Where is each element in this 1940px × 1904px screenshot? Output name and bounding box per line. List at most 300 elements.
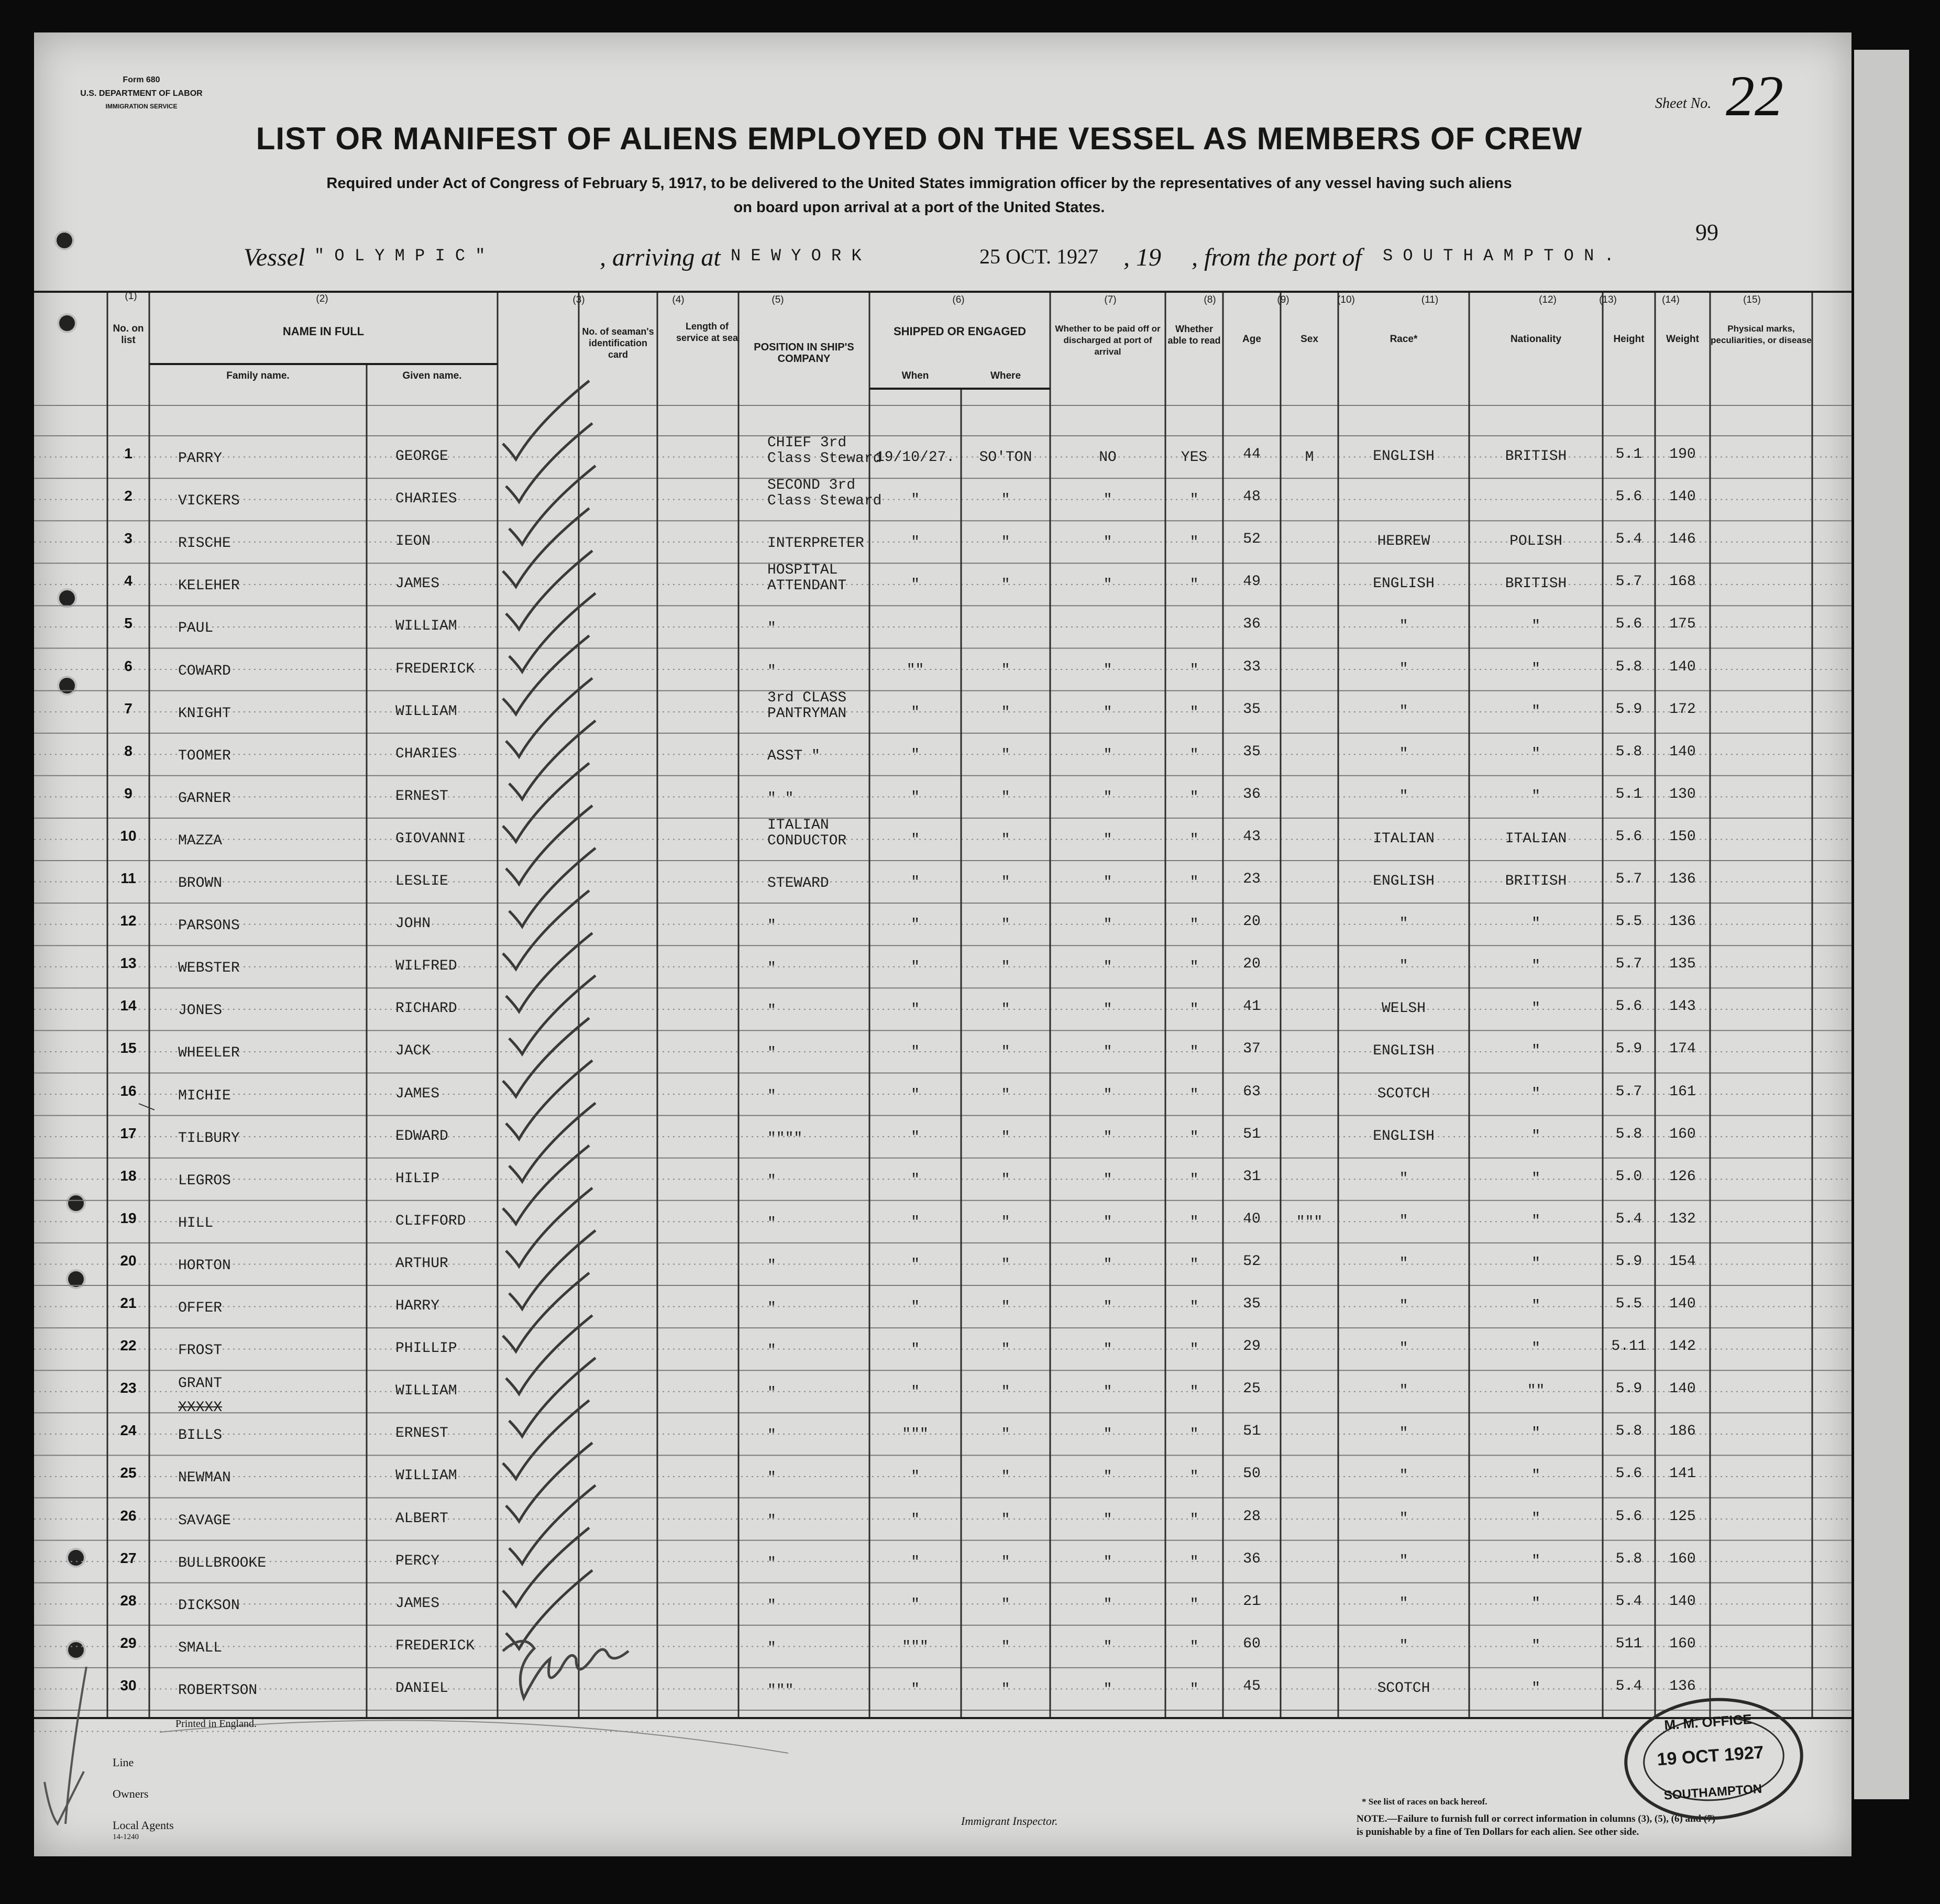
cell-when: " bbox=[911, 789, 920, 806]
cell-weight: 135 bbox=[1669, 956, 1696, 973]
cell-when: " bbox=[911, 959, 920, 976]
cell-height: 511 bbox=[1615, 1635, 1643, 1652]
cell-height: 5.4 bbox=[1615, 531, 1643, 548]
cell-height: 5.7 bbox=[1615, 1083, 1643, 1100]
cell-read: " bbox=[1189, 1426, 1199, 1443]
col-num-12: (12) bbox=[1539, 294, 1557, 305]
cell-no: 8 bbox=[124, 742, 133, 759]
col-num-13: (13) bbox=[1599, 294, 1617, 305]
cell-read: " bbox=[1189, 1171, 1199, 1188]
cell-where: " bbox=[1001, 1001, 1010, 1018]
hdr-seaman-card: No. of seaman's identification card bbox=[582, 326, 654, 360]
cell-race: " bbox=[1399, 1213, 1408, 1229]
cell-age: 52 bbox=[1243, 531, 1261, 548]
cell-nat: " bbox=[1531, 618, 1540, 635]
cell-age: 21 bbox=[1243, 1593, 1261, 1610]
cell-given: IEON bbox=[395, 533, 431, 550]
cell-where: " bbox=[1001, 746, 1010, 763]
cell-where: " bbox=[1001, 1171, 1010, 1188]
cell-pos2: " bbox=[767, 1385, 776, 1402]
cell-age: 43 bbox=[1243, 828, 1261, 845]
cell-pos2: " bbox=[767, 1555, 776, 1571]
cell-pos1: 3rd CLASS bbox=[767, 689, 847, 706]
cell-paid: " bbox=[1103, 831, 1112, 848]
cell-given: WILLIAM bbox=[395, 703, 457, 720]
cell-pos2: Class Steward bbox=[767, 450, 882, 467]
cell-family: BROWN bbox=[178, 875, 223, 892]
cell-where: " bbox=[1001, 577, 1010, 593]
cell-height: 5.6 bbox=[1615, 616, 1643, 633]
cell-race: " bbox=[1399, 1383, 1408, 1400]
cell-paid: " bbox=[1103, 577, 1112, 593]
cell-family: BULLBROOKE bbox=[178, 1555, 267, 1571]
fine-note-1: NOTE.—Failure to furnish full or correct information in columns (3), (5), (6) and (7) bbox=[1357, 1813, 1716, 1824]
cell-pos2: " bbox=[767, 960, 776, 977]
cell-race: " bbox=[1399, 916, 1408, 932]
cell-where: " bbox=[1001, 1426, 1010, 1443]
cell-no: 12 bbox=[120, 912, 137, 929]
cell-nat: BRITISH bbox=[1505, 576, 1567, 592]
cell-nat: " bbox=[1531, 1170, 1540, 1187]
cell-paid: " bbox=[1103, 1299, 1112, 1315]
cell-family: COWARD bbox=[178, 663, 231, 679]
cell-no: 18 bbox=[120, 1167, 137, 1184]
cell-pos2: " bbox=[767, 1172, 776, 1189]
cell-where: " bbox=[1001, 874, 1010, 890]
cell-nat: ITALIAN bbox=[1505, 830, 1567, 847]
col-num-3: (3) bbox=[572, 294, 585, 305]
cell-pos2: " " bbox=[767, 790, 794, 807]
hdr-paid-off: Whether to be paid off or discharged at port of arrival bbox=[1055, 324, 1161, 357]
cell-read: " bbox=[1189, 1384, 1199, 1401]
cell-weight: 125 bbox=[1669, 1508, 1696, 1525]
cell-height: 5.9 bbox=[1615, 1041, 1643, 1058]
cell-nat: BRITISH bbox=[1505, 448, 1567, 465]
cell-paid: " bbox=[1103, 662, 1112, 678]
cell-no: 7 bbox=[124, 700, 133, 717]
cell-weight: 140 bbox=[1669, 743, 1696, 760]
cell-given: WILLIAM bbox=[395, 1383, 457, 1400]
service: IMMIGRATION SERVICE bbox=[105, 103, 178, 110]
cell-nat: " bbox=[1531, 661, 1540, 677]
cell-no: 20 bbox=[120, 1252, 137, 1269]
hdr-no-on-list: No. on list bbox=[113, 323, 144, 346]
hdr-weight: Weight bbox=[1666, 334, 1699, 345]
col-num-9: (9) bbox=[1277, 294, 1289, 305]
cell-pos2: PANTRYMAN bbox=[767, 705, 847, 722]
cell-pos2: ASST " bbox=[767, 747, 820, 764]
col-num-1: (1) bbox=[125, 291, 137, 302]
cell-age: 35 bbox=[1243, 743, 1261, 760]
cell-given: WILLIAM bbox=[395, 1468, 457, 1484]
cell-height: 5.8 bbox=[1615, 1423, 1643, 1440]
cell-family: MICHIE bbox=[178, 1087, 231, 1104]
cell-pos2: " bbox=[767, 663, 776, 679]
cell-family: KNIGHT bbox=[178, 705, 231, 722]
cell-pos2: " bbox=[767, 1087, 776, 1104]
cell-read: " bbox=[1189, 1554, 1199, 1570]
cell-read: " bbox=[1189, 1299, 1199, 1315]
col-num-11: (11) bbox=[1421, 294, 1439, 305]
hdr-position: POSITION IN SHIP'S COMPANY bbox=[754, 342, 854, 365]
cell-nat: BRITISH bbox=[1505, 873, 1567, 889]
cell-paid: " bbox=[1103, 917, 1112, 933]
page-number: 99 bbox=[1695, 219, 1718, 245]
cell-family: JONES bbox=[178, 1003, 223, 1019]
cell-height: 5.9 bbox=[1615, 701, 1643, 718]
cell-age: 49 bbox=[1243, 574, 1261, 590]
col-num-2: (2) bbox=[316, 293, 328, 304]
cell-weight: 142 bbox=[1669, 1338, 1696, 1355]
cell-paid: " bbox=[1103, 1596, 1112, 1613]
cell-given: CLIFFORD bbox=[395, 1213, 466, 1229]
cell-age: 50 bbox=[1243, 1466, 1261, 1482]
cell-when: " bbox=[911, 1384, 920, 1401]
cell-pos2: " bbox=[767, 1427, 776, 1444]
cell-race: " bbox=[1399, 1595, 1408, 1612]
cell-when: " bbox=[911, 1044, 920, 1061]
cell-where: " bbox=[1001, 1214, 1010, 1230]
cell-age: 36 bbox=[1243, 786, 1261, 802]
cell-no: 27 bbox=[120, 1549, 137, 1566]
cell-nat: " bbox=[1531, 1637, 1540, 1654]
cell-weight: 140 bbox=[1669, 1296, 1696, 1312]
cell-where: " bbox=[1001, 1511, 1010, 1528]
cell-when: " bbox=[911, 917, 920, 933]
cell-nat: " bbox=[1531, 1128, 1540, 1144]
cell-pos2: " bbox=[767, 1003, 776, 1019]
cell-age: 48 bbox=[1243, 489, 1261, 505]
cell-no: 1 bbox=[124, 445, 133, 461]
cell-given: JAMES bbox=[395, 1595, 440, 1612]
cell-weight: 143 bbox=[1669, 998, 1696, 1015]
cell-read: " bbox=[1189, 1638, 1199, 1655]
cell-when: " bbox=[911, 1001, 920, 1018]
cell-where: " bbox=[1001, 534, 1010, 551]
cell-where: " bbox=[1001, 1341, 1010, 1358]
cell-when: " bbox=[911, 492, 920, 509]
cell-read: " bbox=[1189, 1001, 1199, 1018]
immigrant-inspector-label: Immigrant Inspector. bbox=[961, 1814, 1058, 1828]
cell-paid: NO bbox=[1099, 449, 1117, 466]
cell-where: " bbox=[1001, 1554, 1010, 1570]
cell-where: " bbox=[1001, 704, 1010, 721]
cell-weight: 174 bbox=[1669, 1041, 1696, 1058]
cell-race: " bbox=[1399, 1510, 1408, 1527]
cell-age: 35 bbox=[1243, 701, 1261, 718]
cell-height: 5.4 bbox=[1615, 1210, 1643, 1227]
hdr-race: Race* bbox=[1390, 334, 1418, 345]
hdr-family-name: Family name. bbox=[226, 370, 290, 381]
cell-race: " bbox=[1399, 788, 1408, 805]
cell-pos1: ITALIAN bbox=[767, 817, 829, 833]
cell-family: HILL bbox=[178, 1215, 214, 1231]
cell-nat: " bbox=[1531, 788, 1540, 805]
cell-pos1: CHIEF 3rd bbox=[767, 435, 847, 451]
col-num-5: (5) bbox=[771, 294, 784, 305]
cell-nat: " bbox=[1531, 1680, 1540, 1697]
col-num-15: (15) bbox=[1743, 294, 1761, 305]
sheet-label: Sheet No. bbox=[1655, 95, 1712, 112]
cell-given: LESLIE bbox=[395, 873, 448, 889]
col-num-14: (14) bbox=[1662, 294, 1680, 305]
owners-label: Owners bbox=[113, 1787, 149, 1800]
cell-no: 10 bbox=[120, 827, 137, 844]
cell-paid: " bbox=[1103, 1171, 1112, 1188]
cell-paid: " bbox=[1103, 1554, 1112, 1570]
cell-weight: 140 bbox=[1669, 1381, 1696, 1397]
race-note: * See list of races on back hereof. bbox=[1362, 1797, 1487, 1807]
vessel-label: Vessel bbox=[244, 244, 305, 271]
cell-age: 45 bbox=[1243, 1678, 1261, 1694]
cell-pos2: " bbox=[767, 1342, 776, 1359]
cell-paid: " bbox=[1103, 1086, 1112, 1103]
cell-paid: " bbox=[1103, 874, 1112, 890]
cell-family: RISCHE bbox=[178, 535, 231, 552]
cell-age: 44 bbox=[1243, 446, 1261, 463]
cell-weight: 132 bbox=[1669, 1210, 1696, 1227]
cell-read: " bbox=[1189, 1596, 1199, 1613]
cell-height: 5.7 bbox=[1615, 871, 1643, 887]
cell-where: " bbox=[1001, 662, 1010, 678]
cell-when: " bbox=[911, 1469, 920, 1485]
cell-pos1: HOSPITAL bbox=[767, 562, 838, 579]
cell-pos2: CONDUCTOR bbox=[767, 832, 847, 849]
local-agents-label: Local Agents bbox=[113, 1819, 174, 1832]
cell-when: " bbox=[911, 1299, 920, 1315]
cell-age: 33 bbox=[1243, 658, 1261, 675]
cell-height: 5.1 bbox=[1615, 786, 1643, 802]
cell-height: 5.8 bbox=[1615, 1126, 1643, 1142]
cell-race: HEBREW bbox=[1377, 533, 1430, 550]
cell-given: ERNEST bbox=[395, 788, 448, 805]
cell-pos2: " bbox=[767, 620, 776, 637]
cell-family: GRANT bbox=[178, 1375, 223, 1392]
cell-height: 5.4 bbox=[1615, 1593, 1643, 1610]
cell-no: 22 bbox=[120, 1337, 137, 1354]
cell-when: " bbox=[911, 746, 920, 763]
cell-given: JAMES bbox=[395, 576, 440, 592]
cell-paid: " bbox=[1103, 1469, 1112, 1485]
cell-read: " bbox=[1189, 1681, 1199, 1698]
cell-weight: 154 bbox=[1669, 1253, 1696, 1270]
cell-no: 11 bbox=[120, 870, 136, 886]
cell-no: 15 bbox=[120, 1040, 137, 1056]
cell-pos2: """" bbox=[767, 1130, 803, 1147]
line-label: Line bbox=[113, 1756, 134, 1769]
cell-nat: " bbox=[1531, 1255, 1540, 1272]
cell-pos2: ATTENDANT bbox=[767, 578, 847, 595]
cell-when: " bbox=[911, 1256, 920, 1273]
cell-when: """ bbox=[902, 1426, 929, 1443]
fine-note-2: is punishable by a fine of Ten Dollars for each alien. See other side. bbox=[1357, 1826, 1639, 1837]
cell-pos2: " bbox=[767, 1045, 776, 1062]
cell-sex: M bbox=[1305, 449, 1314, 466]
hdr-given-name: Given name. bbox=[402, 370, 462, 381]
hdr-name-in-full: NAME IN FULL bbox=[282, 325, 365, 338]
cell-weight: 161 bbox=[1669, 1083, 1696, 1100]
cell-family: SAVAGE bbox=[178, 1512, 231, 1529]
cell-where: " bbox=[1001, 1044, 1010, 1061]
cell-where: " bbox=[1001, 959, 1010, 976]
adjacent-page-edge bbox=[1854, 50, 1909, 1799]
cell-where: " bbox=[1001, 492, 1010, 509]
cell-pos2: " bbox=[767, 1597, 776, 1614]
cell-when: "" bbox=[906, 662, 924, 678]
cell-height: 5.11 bbox=[1611, 1338, 1647, 1355]
cell-read: " bbox=[1189, 704, 1199, 721]
cell-paid: " bbox=[1103, 1341, 1112, 1358]
cell-race: " bbox=[1399, 1255, 1408, 1272]
cell-family: PAUL bbox=[178, 620, 214, 637]
col-num-6: (6) bbox=[952, 294, 965, 305]
cell-height: 5.1 bbox=[1615, 446, 1643, 463]
cell-race: ENGLISH bbox=[1373, 576, 1435, 592]
cell-when: " bbox=[911, 874, 920, 890]
cell-paid: " bbox=[1103, 1426, 1112, 1443]
cell-height: 5.8 bbox=[1615, 658, 1643, 675]
cell-nat: " bbox=[1531, 1510, 1540, 1527]
cell-nat: " bbox=[1531, 1213, 1540, 1229]
cell-age: 23 bbox=[1243, 871, 1261, 887]
col-num-4: (4) bbox=[672, 294, 685, 305]
cell-paid: " bbox=[1103, 959, 1112, 976]
cell-read: " bbox=[1189, 746, 1199, 763]
cell-read: " bbox=[1189, 831, 1199, 848]
cell-where: " bbox=[1001, 831, 1010, 848]
cell-weight: 160 bbox=[1669, 1126, 1696, 1142]
cell-height: 5.5 bbox=[1615, 914, 1643, 930]
cell-pos2: STEWARD bbox=[767, 875, 829, 892]
cell-given: PERCY bbox=[395, 1553, 440, 1569]
cell-no: 9 bbox=[124, 785, 133, 801]
stamp-date: 19 OCT 1927 bbox=[1656, 1742, 1765, 1770]
hdr-height: Height bbox=[1613, 334, 1645, 345]
cell-family: BILLS bbox=[178, 1427, 223, 1444]
cell-pos2: " bbox=[767, 1300, 776, 1316]
cell-nat: " bbox=[1531, 958, 1540, 975]
cell-when: " bbox=[911, 1596, 920, 1613]
cell-where: " bbox=[1001, 1086, 1010, 1103]
cell-height: 5.7 bbox=[1615, 574, 1643, 590]
cell-weight: 150 bbox=[1669, 828, 1696, 845]
vessel-name: " O L Y M P I C " bbox=[314, 246, 486, 266]
cell-weight: 172 bbox=[1669, 701, 1696, 718]
cell-given: HILIP bbox=[395, 1170, 440, 1187]
cell-read: " bbox=[1189, 534, 1199, 551]
cell-no: 29 bbox=[120, 1634, 137, 1651]
cell-where: " bbox=[1001, 1299, 1010, 1315]
cell-family: WHEELER bbox=[178, 1045, 240, 1062]
hdr-sex: Sex bbox=[1300, 334, 1318, 345]
cell-read: " bbox=[1189, 959, 1199, 976]
cell-pos2: """ bbox=[767, 1682, 794, 1699]
cell-no: 24 bbox=[120, 1422, 137, 1439]
cell-when: " bbox=[911, 831, 920, 848]
cell-no: 6 bbox=[124, 657, 133, 674]
cell-nat: " bbox=[1531, 1468, 1540, 1484]
cell-paid: " bbox=[1103, 1511, 1112, 1528]
cell-age: 41 bbox=[1243, 998, 1261, 1015]
cell-height: 5.9 bbox=[1615, 1381, 1643, 1397]
cell-race: " bbox=[1399, 1340, 1408, 1357]
cell-where: " bbox=[1001, 789, 1010, 806]
cell-read: " bbox=[1189, 1511, 1199, 1528]
cell-when: """ bbox=[902, 1638, 929, 1655]
cell-no: 21 bbox=[120, 1295, 137, 1311]
year-label: , 19 bbox=[1123, 244, 1161, 271]
cell-race: ITALIAN bbox=[1373, 830, 1435, 847]
cell-nat: " bbox=[1531, 1000, 1540, 1017]
cell-race: " bbox=[1399, 1425, 1408, 1442]
col-num-8: (8) bbox=[1204, 294, 1216, 305]
cell-nat: " bbox=[1531, 745, 1540, 762]
cell-age: 36 bbox=[1243, 1550, 1261, 1567]
cell-height: 5.4 bbox=[1615, 1678, 1643, 1694]
cell-family: ROBERTSON bbox=[178, 1682, 258, 1699]
cell-read: " bbox=[1189, 1044, 1199, 1061]
from-port-label: , from the port of bbox=[1192, 244, 1362, 271]
cell-height: 5.9 bbox=[1615, 1253, 1643, 1270]
cell-no: 26 bbox=[120, 1507, 137, 1524]
cell-no: 3 bbox=[124, 530, 133, 547]
cell-when: " bbox=[911, 1171, 920, 1188]
cell-age: 60 bbox=[1243, 1635, 1261, 1652]
cell-race: " bbox=[1399, 1468, 1408, 1484]
cell-family: VICKERS bbox=[178, 493, 240, 510]
form-title: LIST OR MANIFEST OF ALIENS EMPLOYED ON THE VESSEL AS MEMBERS OF CREW bbox=[256, 121, 1583, 156]
hdr-nationality: Nationality bbox=[1510, 334, 1562, 345]
manifest-grid bbox=[34, 32, 1851, 1856]
cell-when: " bbox=[911, 1554, 920, 1570]
cell-given: ALBERT bbox=[395, 1510, 448, 1527]
cell-nat: " bbox=[1531, 703, 1540, 720]
form-number: Form 680 bbox=[123, 75, 160, 84]
cell-pos2: INTERPRETER bbox=[767, 535, 864, 552]
cell-race: " bbox=[1399, 1637, 1408, 1654]
hdr-where: Where bbox=[990, 370, 1021, 381]
cell-where: " bbox=[1001, 1129, 1010, 1146]
cell-height: 5.8 bbox=[1615, 743, 1643, 760]
cell-pos2: Class Steward bbox=[767, 493, 882, 510]
cell-age: 63 bbox=[1243, 1083, 1261, 1100]
cell-weight: 160 bbox=[1669, 1550, 1696, 1567]
arrival-date-stamp: 25 OCT. 1927 bbox=[979, 245, 1099, 268]
cell-age: 51 bbox=[1243, 1126, 1261, 1142]
cell-read: " bbox=[1189, 1214, 1199, 1230]
cell-age: 29 bbox=[1243, 1338, 1261, 1355]
cell-no: 28 bbox=[120, 1592, 137, 1609]
cell-family: PARRY bbox=[178, 450, 223, 467]
cell-age: 37 bbox=[1243, 1041, 1261, 1058]
cell-age: 20 bbox=[1243, 956, 1261, 973]
cell-paid: " bbox=[1103, 1129, 1112, 1146]
cell-age: 40 bbox=[1243, 1210, 1261, 1227]
cell-family: TILBURY bbox=[178, 1130, 240, 1147]
cell-when: " bbox=[911, 1086, 920, 1103]
cell-family: OFFER bbox=[178, 1300, 223, 1316]
cell-height: 5.7 bbox=[1615, 956, 1643, 973]
cell-family: PARSONS bbox=[178, 918, 240, 934]
cell-paid: " bbox=[1103, 1638, 1112, 1655]
cell-paid: " bbox=[1103, 1256, 1112, 1273]
cell-weight: 146 bbox=[1669, 531, 1696, 548]
cell-weight: 140 bbox=[1669, 489, 1696, 505]
cell-no: 5 bbox=[124, 615, 133, 632]
cell-where: SO'TON bbox=[979, 449, 1032, 466]
cell-family: MAZZA bbox=[178, 832, 223, 849]
cell-race: " bbox=[1399, 703, 1408, 720]
